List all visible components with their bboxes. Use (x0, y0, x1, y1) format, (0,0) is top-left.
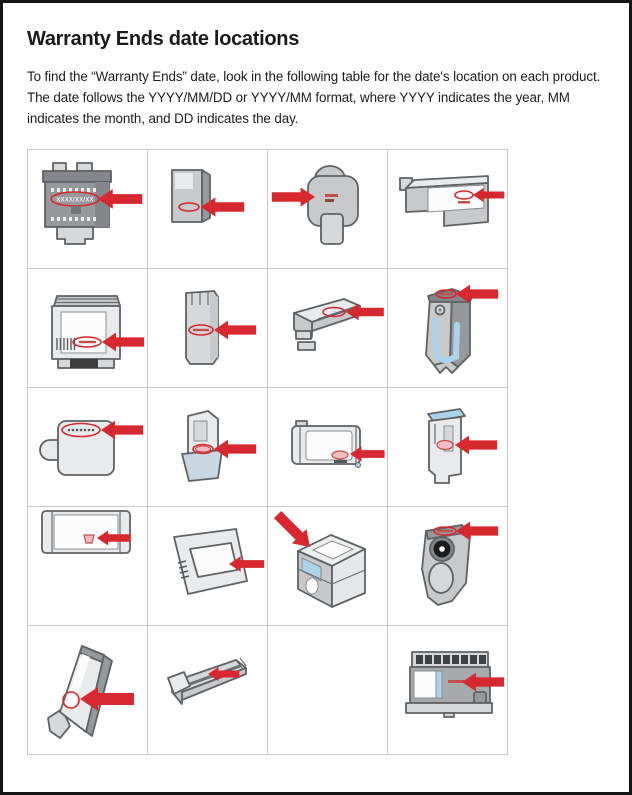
table-row (28, 626, 508, 755)
horizontal-ink-cartridge-illustration (268, 388, 385, 504)
cartridge-art (42, 511, 130, 553)
cartridge-art (294, 299, 360, 350)
cartridge-art (52, 296, 120, 368)
table-cell-wiper-bar-cartridge (148, 626, 268, 755)
table-cell-flat-printhead-with-label (388, 150, 508, 269)
table-cell-small-print-cartridge (148, 150, 268, 269)
table-row (28, 388, 508, 507)
warranty-location-table (27, 149, 508, 755)
tall-angled-ink-cartridge-illustration (28, 626, 145, 752)
wide-printhead-illustration (388, 626, 505, 752)
flat-printhead-with-label-illustration (388, 150, 505, 266)
cartridge-art (168, 658, 246, 704)
date-location-oval (437, 441, 453, 450)
tall-slim-ink-cartridge-illustration (148, 269, 265, 385)
table-cell-tall-slim-ink-cartridge (148, 269, 268, 388)
page-content (3, 3, 629, 755)
integrated-ink-cartridge-rear-illustration (28, 150, 145, 266)
date-location-mark (84, 535, 94, 543)
printhead-art (400, 176, 488, 226)
side-label (414, 671, 436, 698)
table-cell-dome-printhead (268, 150, 388, 269)
cartridge-art (292, 421, 361, 468)
cartridge-art (172, 170, 210, 222)
table-cell-wide-flat-ink-cartridge (28, 507, 148, 626)
table-cell-flat-wedge-ink-cartridge (268, 269, 388, 388)
maintenance-cube-illustration (268, 507, 385, 623)
table-cell-printhead-with-blue-channel (388, 269, 508, 388)
table-row (28, 150, 508, 269)
dome-printhead-illustration (268, 150, 385, 266)
cartridge-art (48, 646, 112, 738)
table-cell-empty (268, 626, 388, 755)
wide-flat-ink-cartridge-illustration (28, 507, 145, 623)
table-cell-wide-printhead-with-nozzles (388, 626, 508, 755)
page-title: Warranty Ends date locations (27, 28, 300, 50)
printhead-art (426, 289, 472, 373)
intro-paragraph: To find the “Warranty Ends” date, look in the following table for the date's location on each product. The date follows the YYYY/MM/DD or YYYY/MM format, where YYYY indicates the year, MM indicates the month, and DD indicates the day. (27, 69, 601, 126)
hooded-ink-cartridge-illustration (148, 388, 265, 504)
round-eye-printhead-illustration (388, 507, 505, 623)
red-arrow-icon (214, 321, 256, 340)
square-flat-ink-cartridge-illustration (28, 388, 145, 504)
date-placeholder-text: XXXX/XX/XX (56, 197, 94, 204)
date-location-oval (332, 451, 348, 459)
table-cell-round-eye-printhead (388, 507, 508, 626)
table-cell-flat-box-cartridge (148, 507, 268, 626)
table-cell-tall-angled-ink-cartridge (28, 626, 148, 755)
printhead-art (308, 166, 358, 244)
cartridge-art (43, 163, 111, 244)
table-cell-large-ink-cartridge-with-label (28, 269, 148, 388)
table-cell-blue-latch-ink-cartridge (388, 388, 508, 507)
large-ink-cartridge-illustration (28, 269, 145, 385)
table-cell-square-flat-ink-cartridge (28, 388, 148, 507)
cartridge-art (186, 291, 218, 364)
table-row (28, 507, 508, 626)
printhead-art (422, 525, 470, 605)
table-row (28, 269, 508, 388)
printhead-blue-channel-illustration (388, 269, 505, 385)
flat-wedge-ink-cartridge-illustration (268, 269, 385, 385)
small-print-cartridge-illustration (148, 150, 265, 266)
table-cell-hooded-ink-cartridge (148, 388, 268, 507)
table-cell-horizontal-ink-cartridge (268, 388, 388, 507)
wiper-bar-illustration (148, 626, 265, 752)
blue-latch-ink-cartridge-illustration (388, 388, 505, 504)
flat-box-cartridge-illustration (148, 507, 265, 623)
cartridge-art (182, 411, 222, 481)
table-cell-maintenance-cube-cartridge (268, 507, 388, 626)
table-cell-integrated-ink-cartridge-rear (28, 150, 148, 269)
